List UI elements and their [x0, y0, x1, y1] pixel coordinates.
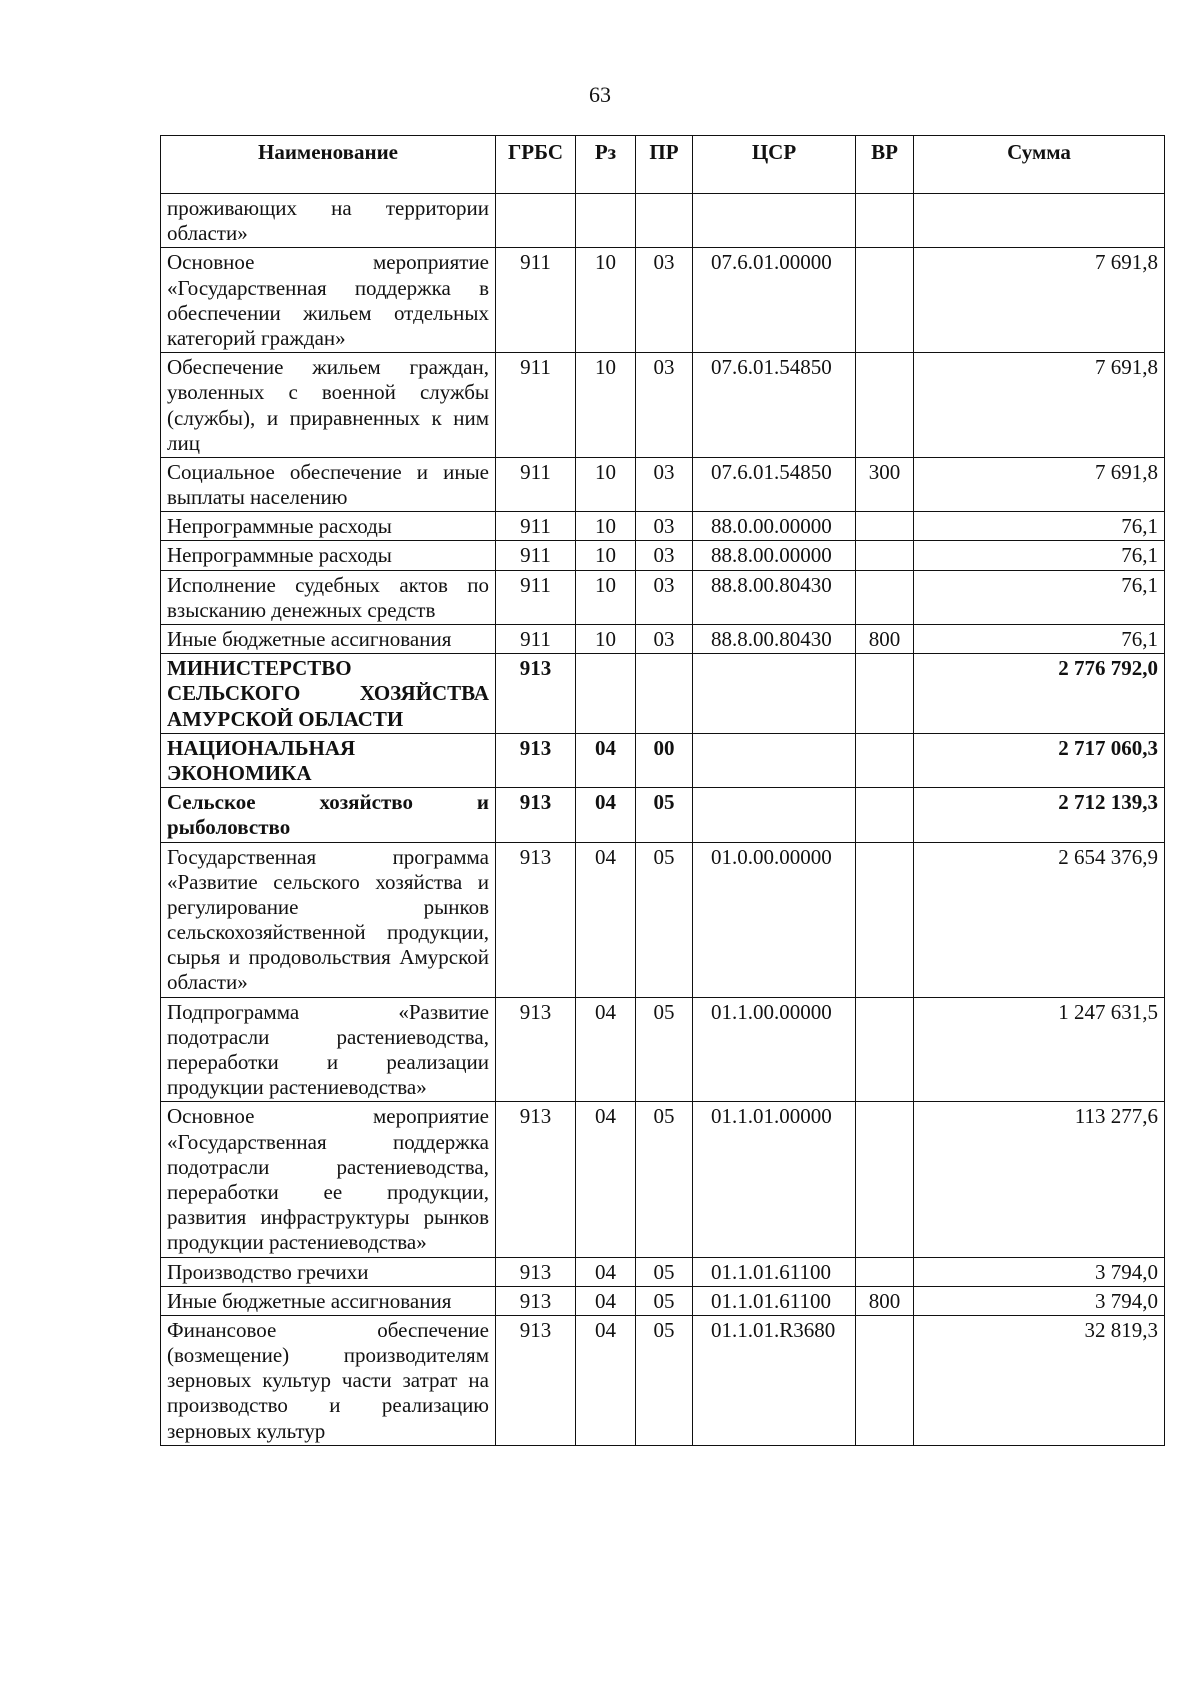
- cell-vr: [856, 654, 914, 734]
- cell-csr: 01.1.01.61100: [693, 1286, 856, 1315]
- cell-sum: 113 277,6: [914, 1102, 1165, 1257]
- cell-vr: [856, 248, 914, 353]
- cell-grbs: 911: [496, 248, 576, 353]
- header-csr: ЦСР: [693, 136, 856, 194]
- cell-rz: 10: [576, 248, 636, 353]
- cell-rz: 10: [576, 625, 636, 654]
- cell-csr: 88.0.00.00000: [693, 512, 856, 541]
- cell-vr: 800: [856, 625, 914, 654]
- cell-vr: [856, 1315, 914, 1445]
- cell-grbs: 913: [496, 842, 576, 997]
- cell-vr: [856, 541, 914, 570]
- table-row: [161, 842, 1165, 997]
- cell-grbs: 913: [496, 1257, 576, 1286]
- cell-vr: [856, 1257, 914, 1286]
- table-row: [161, 654, 1165, 734]
- table-row: [161, 353, 1165, 458]
- cell-csr: 01.1.01.00000: [693, 1102, 856, 1257]
- cell-rz: [576, 194, 636, 248]
- cell-name: Сельское хозяйство и рыболовство: [161, 788, 496, 842]
- cell-rz: 04: [576, 1286, 636, 1315]
- cell-csr: [693, 654, 856, 734]
- header-sum: Сумма: [914, 136, 1165, 194]
- cell-csr: [693, 733, 856, 787]
- cell-sum: [914, 194, 1165, 248]
- cell-rz: 04: [576, 788, 636, 842]
- cell-grbs: 913: [496, 654, 576, 734]
- cell-rz: 04: [576, 842, 636, 997]
- cell-vr: 300: [856, 457, 914, 511]
- cell-pr: 05: [636, 788, 693, 842]
- cell-sum: 2 654 376,9: [914, 842, 1165, 997]
- cell-name: Основное мероприятие «Государственная поддержка в обеспечении жильем отдельных категорий граждан»: [161, 248, 496, 353]
- table-row: [161, 997, 1165, 1102]
- cell-sum: 3 794,0: [914, 1257, 1165, 1286]
- cell-rz: 04: [576, 997, 636, 1102]
- cell-grbs: 911: [496, 457, 576, 511]
- cell-pr: 05: [636, 1315, 693, 1445]
- cell-csr: 07.6.01.00000: [693, 248, 856, 353]
- table-row: [161, 1286, 1165, 1315]
- cell-sum: 7 691,8: [914, 248, 1165, 353]
- cell-name: проживающих на территории области»: [161, 194, 496, 248]
- cell-rz: 10: [576, 353, 636, 458]
- cell-pr: 03: [636, 541, 693, 570]
- cell-rz: 04: [576, 1257, 636, 1286]
- cell-grbs: 913: [496, 788, 576, 842]
- cell-vr: [856, 997, 914, 1102]
- cell-name: Иные бюджетные ассигнования: [161, 625, 496, 654]
- cell-sum: 7 691,8: [914, 353, 1165, 458]
- cell-vr: [856, 194, 914, 248]
- cell-pr: 05: [636, 1286, 693, 1315]
- budget-table: [160, 135, 1165, 1446]
- header-grbs: ГРБС: [496, 136, 576, 194]
- table-row: [161, 570, 1165, 624]
- cell-grbs: 913: [496, 1315, 576, 1445]
- cell-pr: 05: [636, 1102, 693, 1257]
- header-name: Наименование: [161, 136, 496, 194]
- cell-name: Исполнение судебных актов по взысканию денежных средств: [161, 570, 496, 624]
- cell-grbs: 913: [496, 1286, 576, 1315]
- cell-csr: 01.1.00.00000: [693, 997, 856, 1102]
- cell-grbs: 911: [496, 541, 576, 570]
- cell-name: Иные бюджетные ассигнования: [161, 1286, 496, 1315]
- cell-name: Непрограммные расходы: [161, 512, 496, 541]
- cell-csr: 88.8.00.00000: [693, 541, 856, 570]
- cell-rz: 10: [576, 570, 636, 624]
- header-pr: ПР: [636, 136, 693, 194]
- cell-rz: 10: [576, 541, 636, 570]
- cell-pr: 05: [636, 842, 693, 997]
- cell-csr: 01.1.01.R3680: [693, 1315, 856, 1445]
- cell-sum: 7 691,8: [914, 457, 1165, 511]
- cell-csr: 07.6.01.54850: [693, 457, 856, 511]
- table-row: [161, 512, 1165, 541]
- cell-grbs: 913: [496, 1102, 576, 1257]
- cell-pr: 03: [636, 512, 693, 541]
- cell-vr: [856, 512, 914, 541]
- cell-pr: 03: [636, 457, 693, 511]
- table-row: [161, 1257, 1165, 1286]
- table-row: [161, 1315, 1165, 1445]
- table-row: [161, 733, 1165, 787]
- cell-vr: [856, 788, 914, 842]
- cell-name: Подпрограмма «Развитие подотрасли растениеводства, переработки и реализации продукции растениеводства»: [161, 997, 496, 1102]
- cell-pr: 03: [636, 248, 693, 353]
- cell-grbs: [496, 194, 576, 248]
- cell-sum: 2 717 060,3: [914, 733, 1165, 787]
- cell-grbs: 913: [496, 997, 576, 1102]
- cell-grbs: 911: [496, 512, 576, 541]
- cell-name: Основное мероприятие «Государственная поддержка подотрасли растениеводства, переработки ее продукции, развития инфраструктуры рынков продукции растениеводства»: [161, 1102, 496, 1257]
- cell-rz: 10: [576, 457, 636, 511]
- cell-sum: 32 819,3: [914, 1315, 1165, 1445]
- cell-csr: 01.0.00.00000: [693, 842, 856, 997]
- cell-pr: 05: [636, 1257, 693, 1286]
- cell-pr: 03: [636, 353, 693, 458]
- cell-grbs: 913: [496, 733, 576, 787]
- cell-csr: 07.6.01.54850: [693, 353, 856, 458]
- cell-rz: [576, 654, 636, 734]
- cell-grbs: 911: [496, 570, 576, 624]
- cell-csr: [693, 788, 856, 842]
- cell-csr: 88.8.00.80430: [693, 570, 856, 624]
- cell-sum: 1 247 631,5: [914, 997, 1165, 1102]
- cell-sum: 2 776 792,0: [914, 654, 1165, 734]
- cell-name: Обеспечение жильем граждан, уволенных с военной службы (службы), и приравненных к ним лиц: [161, 353, 496, 458]
- cell-pr: [636, 194, 693, 248]
- cell-grbs: 911: [496, 353, 576, 458]
- cell-sum: 76,1: [914, 512, 1165, 541]
- cell-csr: [693, 194, 856, 248]
- cell-vr: [856, 570, 914, 624]
- table-row: [161, 457, 1165, 511]
- cell-vr: 800: [856, 1286, 914, 1315]
- table-header-row: [161, 136, 1165, 194]
- cell-rz: 04: [576, 1102, 636, 1257]
- cell-grbs: 911: [496, 625, 576, 654]
- cell-vr: [856, 1102, 914, 1257]
- cell-sum: 76,1: [914, 625, 1165, 654]
- table-row: [161, 194, 1165, 248]
- cell-name: Государственная программа «Развитие сельского хозяйства и регулирование рынков сельскохозяйственной продукции, сырья и продовольствия Амурской области»: [161, 842, 496, 997]
- cell-vr: [856, 842, 914, 997]
- cell-name: Финансовое обеспечение (возмещение) производителям зерновых культур части затрат на производство и реализацию зерновых культур: [161, 1315, 496, 1445]
- cell-name: Социальное обеспечение и иные выплаты населению: [161, 457, 496, 511]
- cell-vr: [856, 733, 914, 787]
- table-row: [161, 788, 1165, 842]
- cell-name: НАЦИОНАЛЬНАЯ ЭКОНОМИКА: [161, 733, 496, 787]
- table-row: [161, 248, 1165, 353]
- cell-name: Непрограммные расходы: [161, 541, 496, 570]
- table-row: [161, 541, 1165, 570]
- cell-pr: 05: [636, 997, 693, 1102]
- cell-pr: 00: [636, 733, 693, 787]
- table-row: [161, 625, 1165, 654]
- cell-sum: 3 794,0: [914, 1286, 1165, 1315]
- cell-rz: 04: [576, 1315, 636, 1445]
- cell-pr: 03: [636, 570, 693, 624]
- cell-csr: 01.1.01.61100: [693, 1257, 856, 1286]
- cell-sum: 2 712 139,3: [914, 788, 1165, 842]
- cell-rz: 10: [576, 512, 636, 541]
- table-row: [161, 1102, 1165, 1257]
- cell-pr: [636, 654, 693, 734]
- cell-vr: [856, 353, 914, 458]
- cell-name: Производство гречихи: [161, 1257, 496, 1286]
- cell-name: МИНИСТЕРСТВО СЕЛЬСКОГО ХОЗЯЙСТВА АМУРСКОЙ ОБЛАСТИ: [161, 654, 496, 734]
- header-rz: Рз: [576, 136, 636, 194]
- cell-csr: 88.8.00.80430: [693, 625, 856, 654]
- cell-sum: 76,1: [914, 541, 1165, 570]
- page-number: 63: [589, 82, 611, 107]
- cell-sum: 76,1: [914, 570, 1165, 624]
- header-vr: ВР: [856, 136, 914, 194]
- cell-rz: 04: [576, 733, 636, 787]
- cell-pr: 03: [636, 625, 693, 654]
